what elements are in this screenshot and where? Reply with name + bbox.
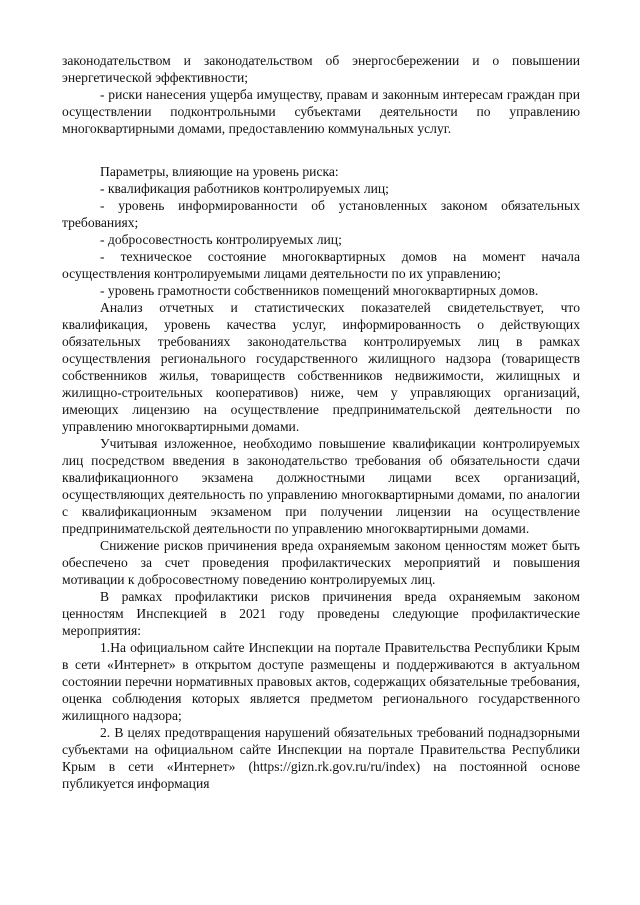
params-heading: Параметры, влияющие на уровень риска:	[100, 164, 339, 179]
paragraph-risk-damage: - риски нанесения ущерба имуществу, правам и законным интересам граждан при осуществлении подконтрольными субъектами деятельности по управлению многоквартирными домами, предоставлению коммунальных услуг.	[62, 87, 580, 136]
param-item-literacy: - уровень грамотности собственников помещений многоквартирных домов.	[100, 283, 539, 298]
param-item-integrity: - добросовестность контролируемых лиц;	[100, 232, 342, 247]
paragraph-considering: Учитывая изложенное, необходимо повышение квалификации контролируемых лиц посредством введения в законодательство требования об обязательности сдачи квалификационного экзамена должностными лицами всех организаций, осуществляющих деятельность по управлению многоквартирными домами, по аналогии с квалификационным экзаменом при получении лицензии на осуществление предпринимательской деятельности по управлению многоквартирными домами.	[62, 436, 580, 536]
paragraph-analysis: Анализ отчетных и статистических показателей свидетельствует, что квалификация, уровень качества услуг, информированность о действующих обязательных требованиях законодательства контролируемых лиц в рамках осуществления регионального государственного жилищного надзора (товариществ собственников жилья, товариществ собственников недвижимости, жилищных и жилищно-строительных кооперативов) ниже, чем у управляющих организаций, имеющих лицензию на осуществление предпринимательской деятельности по управлению многоквартирными домами.	[62, 300, 580, 434]
paragraph-energy-law: законодательством и законодательством об энергосбережении и о повышении энергетической эффективности;	[62, 53, 580, 85]
paragraph-risk-reduction: Снижение рисков причинения вреда охраняемым законом ценностям может быть обеспечено за счет проведения профилактических мероприятий и повышения мотивации к добросовестному поведению контролируемых лиц.	[62, 538, 580, 587]
param-item-awareness: - уровень информированности об установленных законом обязательных требованиях;	[62, 198, 580, 230]
param-item-qualification: - квалификация работников контролируемых лиц;	[100, 181, 389, 196]
paragraph-prevention-2021: В рамках профилактики рисков причинения вреда охраняемым законом ценностям Инспекцией в 2021 году проведены следующие профилактические мероприятия:	[62, 589, 580, 638]
document-body	[62, 52, 580, 792]
paragraph-gap	[62, 137, 580, 163]
paragraph-item-1: 1.На официальном сайте Инспекции на портале Правительства Республики Крым в сети «Интернет» в открытом доступе размещены и поддерживаются в актуальном состоянии перечни нормативных правовых актов, содержащих обязательные требования, оценка соблюдения которых является предметом регионального государственного жилищного надзора;	[62, 640, 581, 723]
param-item-technical-state: - техническое состояние многоквартирных домов на момент начала осуществления контролируемыми лицами деятельности по их управлению;	[62, 249, 580, 281]
paragraph-item-2: 2. В целях предотвращения нарушений обязательных требований поднадзорными субъектами на официальном сайте Инспекции на портале Правительства Республики Крым в сети «Интернет» (https://gizn.rk.gov.ru/ru/index) на постоянной основе публикуется информация	[62, 725, 580, 791]
